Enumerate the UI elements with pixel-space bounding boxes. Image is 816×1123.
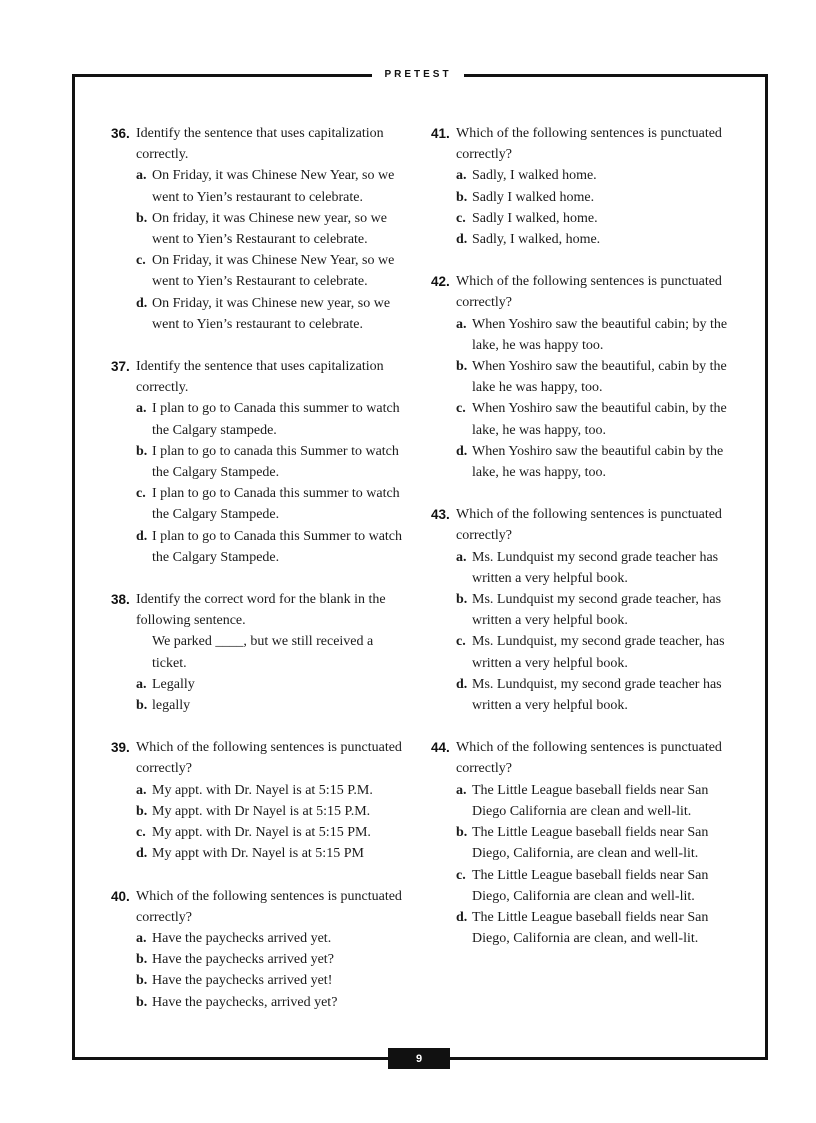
option-text: My appt. with Dr. Nayel is at 5:15 PM. bbox=[152, 825, 371, 841]
option-text: On Friday, it was Chinese New Year, so we went to Yien’s Restaurant to celebrate. bbox=[152, 253, 395, 290]
option-text: Sadly I walked, home. bbox=[472, 210, 598, 226]
option-letter: b. bbox=[136, 973, 148, 989]
option-text: Have the paychecks arrived yet? bbox=[152, 952, 334, 968]
option-text: Have the paychecks, arrived yet? bbox=[152, 994, 338, 1010]
answer-option[interactable] bbox=[431, 165, 741, 186]
answer-option[interactable] bbox=[431, 547, 741, 589]
frame-top-right-rule bbox=[464, 74, 768, 77]
answer-option[interactable] bbox=[431, 907, 741, 949]
option-text: I plan to go to Canada this summer to watch the Calgary Stampede. bbox=[152, 486, 400, 523]
option-letter: d. bbox=[456, 909, 468, 925]
option-letter: a. bbox=[136, 401, 147, 417]
page-number-box bbox=[388, 1048, 450, 1069]
answer-option[interactable] bbox=[431, 865, 741, 907]
option-letter: b. bbox=[136, 952, 148, 968]
answer-option[interactable] bbox=[431, 229, 741, 250]
answer-option[interactable] bbox=[111, 208, 411, 250]
question-number: 44. bbox=[431, 740, 450, 756]
option-text: Ms. Lundquist, my second grade teacher, has written a very helpful book. bbox=[472, 634, 725, 671]
option-letter: d. bbox=[456, 232, 468, 248]
answer-option[interactable] bbox=[111, 992, 411, 1013]
question-block bbox=[431, 123, 741, 250]
option-letter: a. bbox=[456, 549, 467, 565]
answer-option[interactable] bbox=[431, 441, 741, 483]
answer-option[interactable] bbox=[431, 589, 741, 631]
option-letter: a. bbox=[456, 316, 467, 332]
question-text: Identify the correct word for the blank in the following sentence. bbox=[136, 592, 386, 629]
question-header bbox=[431, 123, 741, 165]
answer-option[interactable] bbox=[111, 801, 411, 822]
question-block bbox=[111, 123, 411, 335]
option-letter: d. bbox=[136, 528, 148, 544]
question-number: 41. bbox=[431, 126, 450, 141]
option-letter: b. bbox=[136, 698, 148, 714]
answer-option[interactable] bbox=[111, 483, 411, 525]
option-letter: a. bbox=[136, 930, 147, 946]
option-text: My appt. with Dr Nayel is at 5:15 P.M. bbox=[152, 803, 371, 819]
question-header bbox=[111, 886, 411, 928]
question-block bbox=[431, 737, 741, 949]
answer-option[interactable] bbox=[431, 398, 741, 440]
page-number: 9 bbox=[415, 1052, 423, 1065]
question-text: Which of the following sentences is punctuated correctly? bbox=[456, 740, 722, 777]
option-text: On Friday, it was Chinese New Year, so we went to Yien’s restaurant to celebrate. bbox=[152, 168, 395, 205]
question-text: Which of the following sentences is punctuated correctly? bbox=[136, 888, 402, 925]
option-text: When Yoshiro saw the beautiful cabin, by the lake, he was happy, too. bbox=[472, 401, 727, 438]
question-header bbox=[111, 356, 411, 398]
option-letter: a. bbox=[136, 782, 147, 798]
answer-option[interactable] bbox=[111, 165, 411, 207]
answer-option[interactable] bbox=[111, 674, 411, 695]
option-text: I plan to go to Canada this summer to watch the Calgary stampede. bbox=[152, 401, 400, 438]
answer-option[interactable] bbox=[111, 843, 411, 864]
question-block bbox=[431, 271, 741, 483]
example-sentence: We parked ____, but we still received a ticket. bbox=[152, 634, 374, 671]
question-block bbox=[111, 356, 411, 568]
question-block bbox=[111, 886, 411, 1013]
question-number: 38. bbox=[111, 592, 130, 608]
option-text: I plan to go to Canada this Summer to watch the Calgary Stampede. bbox=[152, 528, 403, 565]
option-letter: c. bbox=[136, 486, 146, 502]
question-text: Identify the sentence that uses capitalization correctly. bbox=[136, 359, 384, 396]
option-letter: c. bbox=[136, 253, 146, 269]
question-block bbox=[431, 504, 741, 716]
answer-option[interactable] bbox=[431, 187, 741, 208]
answer-option[interactable] bbox=[431, 356, 741, 398]
option-letter: b. bbox=[456, 592, 468, 608]
question-number: 43. bbox=[431, 507, 450, 523]
question-text: Which of the following sentences is punctuated correctly? bbox=[456, 126, 722, 163]
option-letter: c. bbox=[136, 825, 146, 841]
question-text: Identify the sentence that uses capitalization correctly. bbox=[136, 126, 384, 163]
question-number: 37. bbox=[111, 359, 130, 375]
option-text: Sadly, I walked home. bbox=[472, 168, 597, 184]
frame-right-rule bbox=[765, 74, 768, 1060]
option-text: Sadly, I walked, home. bbox=[472, 232, 601, 248]
answer-option[interactable] bbox=[111, 780, 411, 801]
answer-option[interactable] bbox=[111, 949, 411, 970]
answer-option[interactable] bbox=[111, 398, 411, 440]
option-letter: c. bbox=[456, 210, 466, 226]
option-text: On Friday, it was Chinese new year, so we went to Yien’s restaurant to celebrate. bbox=[152, 295, 391, 332]
option-text: The Little League baseball fields near San Diego, California are clean, and well-lit. bbox=[472, 909, 709, 947]
option-letter: b. bbox=[136, 994, 148, 1010]
option-text: The Little League baseball fields near San Diego California are clean and well-lit. bbox=[472, 782, 709, 819]
question-block bbox=[111, 589, 411, 716]
option-letter: b. bbox=[456, 189, 468, 205]
answer-option[interactable] bbox=[111, 928, 411, 949]
question-header bbox=[111, 123, 411, 165]
question-text: Which of the following sentences is punctuated correctly? bbox=[136, 740, 402, 777]
left-column bbox=[111, 123, 411, 1034]
frame-left-rule bbox=[72, 74, 75, 1060]
option-text: I plan to go to canada this Summer to watch the Calgary Stampede. bbox=[152, 443, 399, 481]
option-text: Ms. Lundquist my second grade teacher, has written a very helpful book. bbox=[472, 592, 722, 629]
option-text: When Yoshiro saw the beautiful cabin; by the lake, he was happy too. bbox=[472, 316, 728, 353]
option-text: The Little League baseball fields near San Diego, California are clean and well-lit. bbox=[472, 867, 709, 904]
option-text: My appt with Dr. Nayel is at 5:15 PM bbox=[152, 846, 364, 862]
option-text: When Yoshiro saw the beautiful, cabin by the lake he was happy, too. bbox=[472, 359, 727, 396]
question-text: Which of the following sentences is punctuated correctly? bbox=[456, 274, 722, 311]
option-letter: b. bbox=[136, 803, 148, 819]
option-letter: a. bbox=[456, 782, 467, 798]
answer-option[interactable] bbox=[431, 208, 741, 229]
question-block bbox=[111, 737, 411, 864]
question-number: 42. bbox=[431, 274, 450, 290]
option-text: On friday, it was Chinese new year, so we went to Yien’s Restaurant to celebrate. bbox=[152, 210, 387, 248]
question-text: Which of the following sentences is punctuated correctly? bbox=[456, 507, 722, 544]
answer-option[interactable] bbox=[431, 822, 741, 864]
option-letter: b. bbox=[456, 359, 468, 375]
option-text: When Yoshiro saw the beautiful cabin by the lake, he was happy, too. bbox=[472, 443, 724, 481]
right-column bbox=[431, 123, 741, 970]
answer-option[interactable] bbox=[431, 314, 741, 356]
option-letter: c. bbox=[456, 634, 466, 650]
option-letter: a. bbox=[456, 168, 467, 184]
option-letter: b. bbox=[136, 443, 148, 459]
option-letter: b. bbox=[136, 210, 148, 226]
option-text: Have the paychecks arrived yet! bbox=[152, 973, 333, 989]
answer-option[interactable] bbox=[431, 674, 741, 716]
question-header bbox=[111, 737, 411, 779]
answer-option[interactable] bbox=[111, 526, 411, 568]
answer-option[interactable] bbox=[111, 293, 411, 335]
option-letter: d. bbox=[456, 676, 468, 692]
option-letter: c. bbox=[456, 867, 466, 883]
answer-option[interactable] bbox=[111, 441, 411, 483]
option-letter: d. bbox=[136, 295, 148, 311]
section-header: PRETEST bbox=[384, 69, 452, 80]
option-text: Ms. Lundquist my second grade teacher has written a very helpful book. bbox=[472, 549, 719, 586]
answer-option[interactable] bbox=[111, 695, 411, 716]
option-text: Have the paychecks arrived yet. bbox=[152, 930, 332, 946]
option-text: legally bbox=[152, 698, 191, 714]
option-text: The Little League baseball fields near San Diego, California, are clean and well-lit. bbox=[472, 825, 709, 862]
question-number: 39. bbox=[111, 740, 130, 756]
option-letter: a. bbox=[136, 168, 147, 184]
question-header bbox=[431, 737, 741, 779]
option-text: Sadly I walked home. bbox=[472, 189, 595, 205]
answer-option[interactable] bbox=[431, 780, 741, 822]
option-text: Ms. Lundquist, my second grade teacher has written a very helpful book. bbox=[472, 676, 722, 714]
answer-option[interactable] bbox=[111, 250, 411, 292]
question-header bbox=[431, 504, 741, 546]
option-letter: b. bbox=[456, 825, 468, 841]
question-header bbox=[111, 589, 411, 631]
answer-option[interactable] bbox=[431, 631, 741, 673]
option-letter: d. bbox=[136, 846, 148, 862]
answer-option[interactable] bbox=[111, 970, 411, 991]
question-number: 40. bbox=[111, 888, 130, 904]
frame-top-left-rule bbox=[72, 74, 372, 77]
option-letter: d. bbox=[456, 443, 468, 459]
option-text: Legally bbox=[152, 676, 195, 692]
option-letter: a. bbox=[136, 676, 147, 692]
option-letter: c. bbox=[456, 401, 466, 417]
question-number: 36. bbox=[111, 126, 130, 141]
answer-option[interactable] bbox=[111, 822, 411, 843]
question-header bbox=[431, 271, 741, 313]
option-text: My appt. with Dr. Nayel is at 5:15 P.M. bbox=[152, 782, 373, 798]
